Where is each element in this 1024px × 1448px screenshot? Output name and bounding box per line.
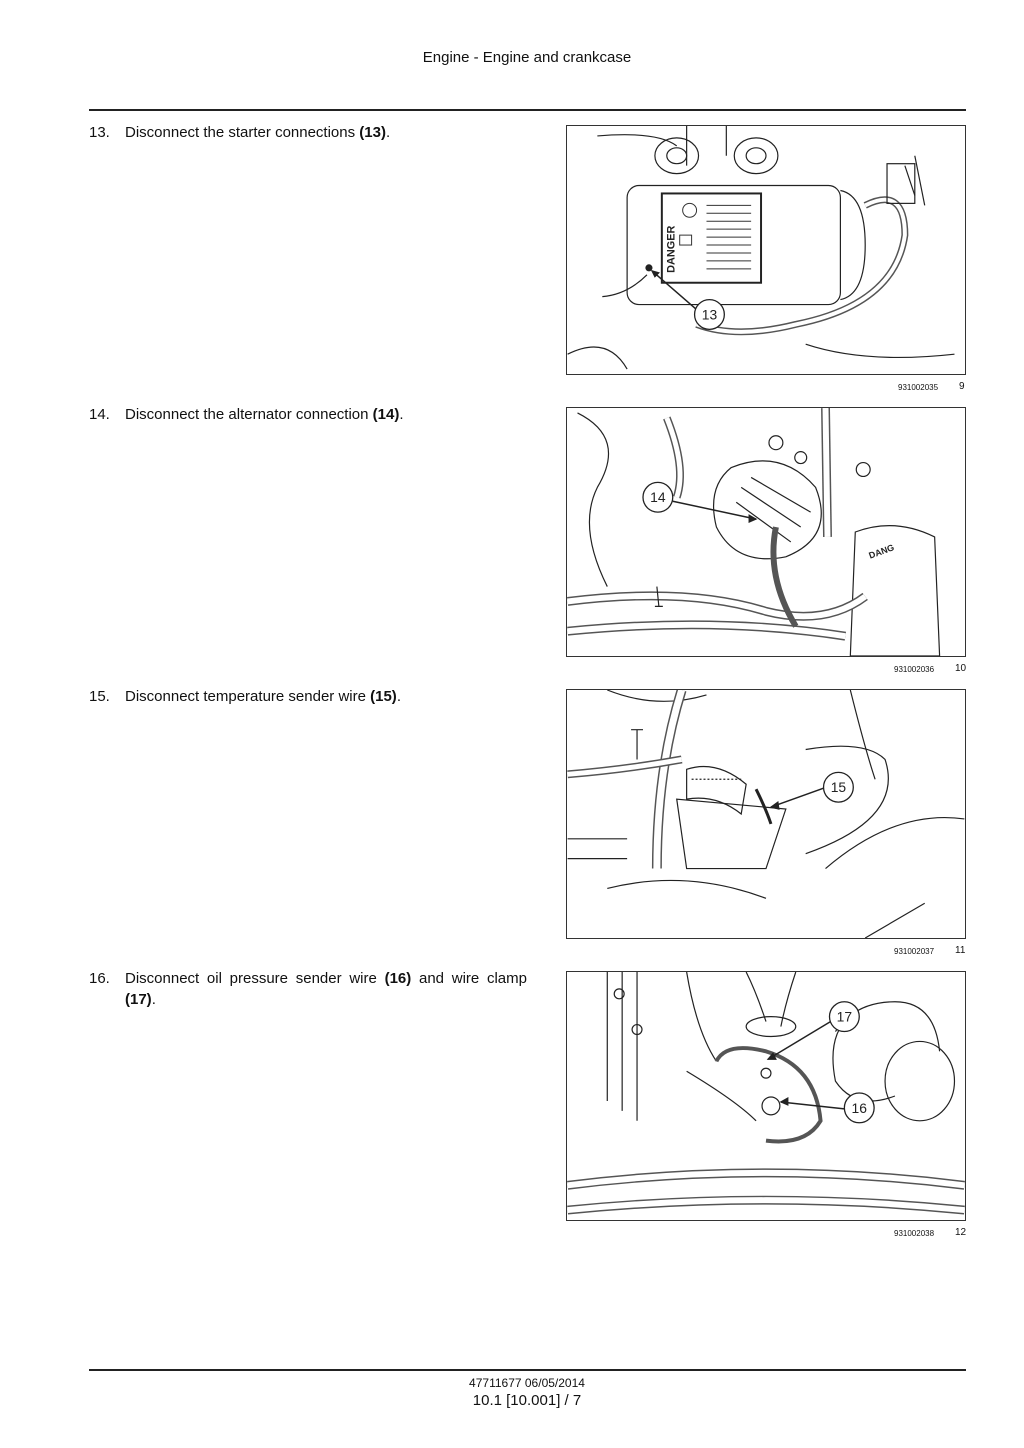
- figure-starter-connections: [566, 125, 966, 375]
- step-ref-2: (17): [125, 991, 152, 1008]
- step-number: 16.: [89, 970, 110, 987]
- svg-text:14: 14: [650, 489, 666, 506]
- step-16: [89, 968, 527, 1010]
- step-text: Disconnect oil pressure sender wire (16) and wire clamp (17).: [125, 970, 527, 1008]
- header-rule: [89, 109, 966, 111]
- svg-text:17: 17: [836, 1008, 853, 1025]
- figure-number: 10: [955, 663, 967, 674]
- figure-code: 931002035: [898, 383, 939, 392]
- figure-code: 931002038: [894, 1229, 935, 1238]
- document-code: 47711677 06/05/2014: [469, 1376, 585, 1390]
- step-13: [89, 122, 527, 143]
- danger-label: DANGER: [665, 225, 678, 273]
- danger-label: DANG: [867, 542, 896, 561]
- figure-number: 12: [955, 1227, 967, 1238]
- step-text: Disconnect the alternator connection (14).: [125, 406, 404, 423]
- figure-temperature-sender: [566, 689, 966, 939]
- step-number: 14.: [89, 406, 110, 423]
- figure-code: 931002037: [894, 947, 935, 956]
- figure-oil-pressure-sender: [566, 971, 966, 1221]
- svg-text:13: 13: [701, 306, 718, 323]
- step-ref: (15): [370, 688, 397, 705]
- step-number: 13.: [89, 124, 110, 141]
- figure-alternator-connection: [566, 407, 966, 657]
- figure-number: 11: [955, 945, 966, 956]
- step-15: [89, 686, 527, 707]
- figure-number: 9: [959, 381, 965, 392]
- footer-rule: [89, 1369, 966, 1371]
- figure-code: 931002036: [894, 665, 935, 674]
- step-text: Disconnect the starter connections (13).: [125, 124, 391, 141]
- svg-text:15: 15: [830, 779, 847, 796]
- svg-text:16: 16: [851, 1099, 867, 1116]
- step-14: [89, 404, 527, 425]
- step-ref: (13): [359, 124, 386, 141]
- step-text: Disconnect temperature sender wire (15).: [125, 688, 401, 705]
- step-ref: (14): [372, 406, 400, 423]
- page-number: 10.1 [10.001] / 7: [472, 1392, 582, 1409]
- step-ref: (16): [384, 970, 412, 987]
- page-title: Engine - Engine and crankcase: [422, 49, 632, 66]
- step-number: 15.: [89, 688, 110, 705]
